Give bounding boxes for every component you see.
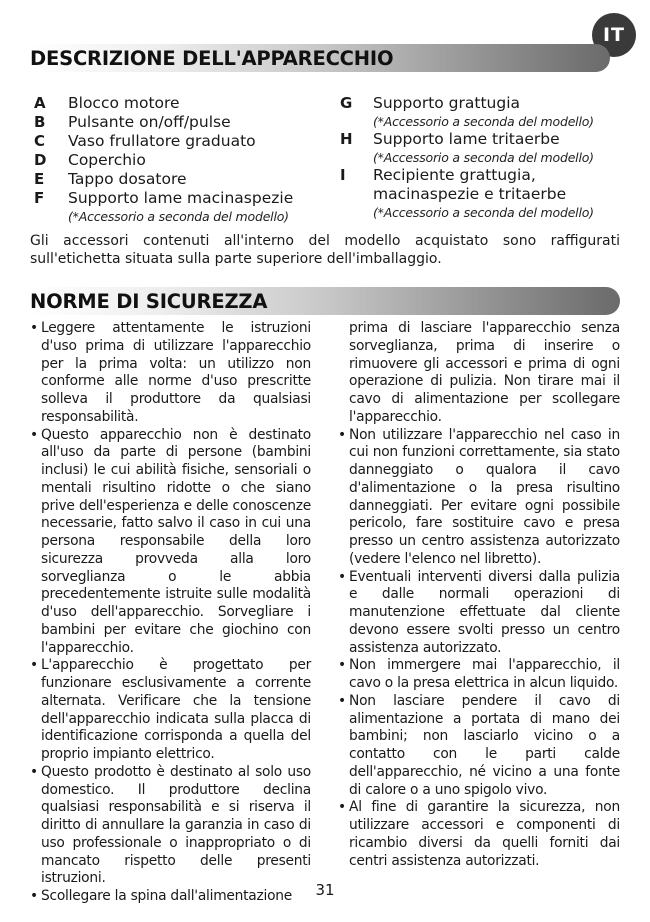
accessory-note: (*Accessorio a seconda del modello) [373,114,594,129]
part-label: Blocco motore [68,94,180,112]
part-item [340,166,630,221]
part-item [34,94,334,113]
parts-list-left [34,94,334,225]
part-item [34,113,334,132]
accessory-note: (*Accessorio a seconda del modello) [68,209,289,224]
part-label: Pulsante on/off/pulse [68,113,231,131]
safety-bullet: • Non lasciare pendere il cavo di alimentazione a portata di mano dei bambini; non lasciarlo vicino o a contatto con le parti calde dell'apparecchio, né vicino a una fonte di calore o a uno spigolo vivo. [338,693,620,800]
part-label: Vaso frullatore graduato [68,132,256,150]
part-letter: F [34,189,45,207]
parts-list-right [340,94,630,221]
part-letter: D [34,151,47,169]
page-number: 31 [315,881,335,899]
safety-bullet: • Questo prodotto è destinato al solo uso domestico. Il produttore declina qualsiasi responsabilità e si riserva il diritto di annullare la garanzia in caso di uso professionale o inappropriato o di mancato rispetto delle presenti istruzioni. [30,764,311,888]
part-label: Supporto lame tritaerbe [373,130,560,148]
part-item [34,132,334,151]
safety-bullet: • Eventuali interventi diversi dalla pulizia e dalle normali operazioni di manutenzione effettuate dal cliente devono essere svolti presso un centro assistenza autorizzato. [338,569,620,658]
part-letter: H [340,130,353,148]
accessories-note: Gli accessori contenuti all'interno del modello acquistato sono raffigurati sull'etichetta situata sulla parte superiore dell'imballaggio. [30,233,620,267]
safety-continuation: prima di lasciare l'apparecchio senza sorveglianza, prima di inserire o rimuovere gli accessori e prima di ogni operazione di pulizia. Non tirare mai il cavo di alimentazione per scollegare l'apparecchio. [349,320,620,425]
part-letter: G [340,94,353,112]
part-label: Tappo dosatore [68,170,187,188]
part-letter: I [340,166,346,184]
safety-bullet: • Scollegare la spina dall'alimentazione [30,888,311,906]
part-letter: C [34,132,46,150]
part-item [34,170,334,189]
safety-column-left [30,320,311,906]
part-item [340,94,630,130]
part-label: Coperchio [68,151,146,169]
section-title: DESCRIZIONE DELL'APPARECCHIO [30,46,394,70]
part-label: Recipiente grattugia, macinaspezie e tritaerbe [373,166,567,203]
safety-bullet: • Al fine di garantire la sicurezza, non utilizzare accessori e componenti di ricambio diversi da quelli forniti dai centri assistenza autorizzati. [338,799,620,870]
part-item [34,189,334,225]
accessory-note: (*Accessorio a seconda del modello) [373,205,594,220]
section-heading-safety [30,287,620,315]
part-letter: E [34,170,45,188]
part-item [34,151,334,170]
safety-bullet: • L'apparecchio è progettato per funzionare esclusivamente a corrente alternata. Verificare che la tensione dell'apparecchio indicata sulla placca di identificazione corrisponda a quella del proprio impianto elettrico. [30,657,311,764]
part-letter: A [34,94,46,112]
part-item [340,130,630,166]
safety-bullet: • Leggere attentamente le istruzioni d'uso prima di utilizzare l'apparecchio per la prima volta: un utilizzo non conforme alle norme d'uso prescritte solleva il produttore da qualsiasi responsabilità. [30,320,311,427]
section-heading-description [30,44,610,72]
language-badge: IT [592,13,636,57]
part-letter: B [34,113,46,131]
safety-column-right [338,320,620,870]
section-title: NORME DI SICUREZZA [30,289,268,313]
safety-bullet: • Questo apparecchio non è destinato all'uso da parte di persone (bambini inclusi) le cui abilità fisiche, sensoriali o mentali risultino ridotte o che siano prive dell'esperienza e delle conoscenze necessarie, fatto salvo il caso in cui una persona responsabile della loro sicurezza provveda alla loro sorveglianza o le abbia precedentemente istruite sulle modalità d'uso dell'apparecchio. Sorvegliare i bambini per evitare che giochino con l'apparecchio. [30,427,311,658]
accessory-note: (*Accessorio a seconda del modello) [373,150,594,165]
part-label: Supporto grattugia [373,94,521,112]
safety-bullet: • Non immergere mai l'apparecchio, il cavo o la presa elettrica in alcun liquido. [338,657,620,693]
part-label: Supporto lame macinaspezie [68,189,294,207]
safety-bullet: • Non utilizzare l'apparecchio nel caso in cui non funzioni correttamente, sia stato danneggiato o qualora il cavo d'alimentazione o la presa risultino danneggiati. Per evitare ogni possibile pericolo, fare sostituire cavo e presa presso un centro assistenza autorizzato (vedere l'elenco nel libretto). [338,427,620,569]
